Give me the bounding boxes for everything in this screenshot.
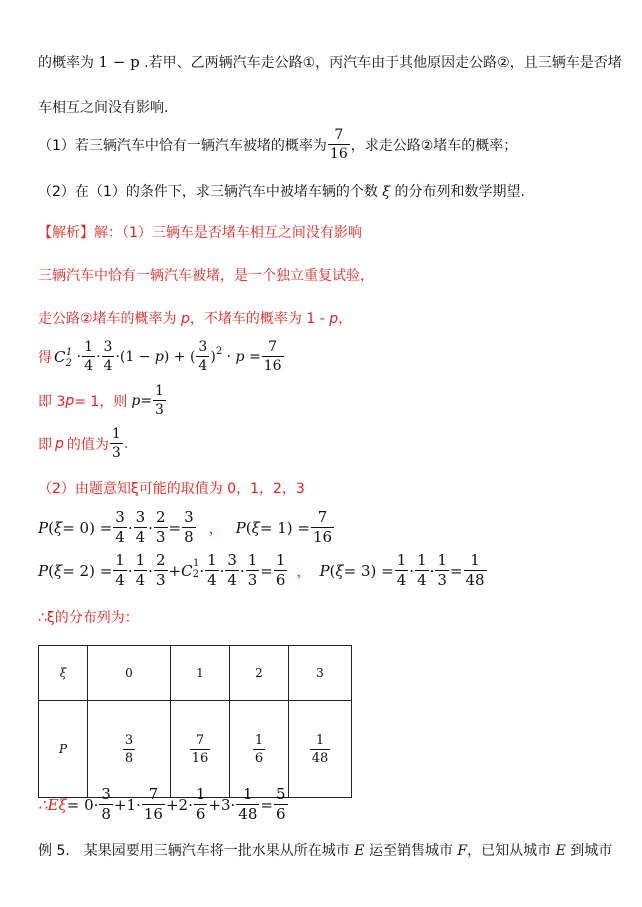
expectation-line: ∴Eξ = 0· $\frac{3}{8}$ +1· $\frac{7}{16}$ +2· $\frac{1}{6}$ +3· $\frac{1}{48}$ = $\frac{5}{6}$	[38, 785, 286, 823]
text-seg: = 1，则	[74, 393, 128, 410]
var-p: p	[329, 311, 339, 327]
text-seg: ，求走公路②堵车的概率；	[350, 137, 518, 154]
city-e: E	[354, 843, 365, 859]
city-f: F	[457, 843, 468, 859]
var-p: p	[65, 392, 75, 409]
table-cell: $\frac{3}{8}$	[88, 701, 171, 798]
solution-heading: 【解析】	[38, 225, 94, 241]
distribution-title	[38, 607, 139, 627]
text-seg: 到城市	[570, 843, 613, 859]
text-seg: ∴Eξ	[38, 795, 67, 814]
table-cell: 2	[230, 646, 289, 701]
formula-1-minus-p: 1 − p	[98, 53, 140, 71]
text-seg: 即 3	[38, 393, 66, 410]
text-seg: 得	[38, 349, 52, 366]
city-e: E	[555, 843, 566, 859]
solution-line-2	[38, 265, 374, 285]
text-seg: ∴ξ的分布列为：	[38, 610, 139, 626]
text-seg: （2）在（1）的条件下，求三辆汽车中被堵车辆的个数	[38, 184, 378, 200]
text-seg: （1）若三辆汽车中恰有一辆汽车被堵的概率为	[38, 137, 327, 154]
table-cell: $\frac{1}{48}$	[289, 701, 352, 798]
table-cell: ξ	[39, 646, 88, 701]
text-seg: .	[123, 435, 129, 452]
question-1	[38, 128, 517, 161]
xi-symbol: ξ	[382, 184, 390, 200]
text-seg: （2）由题意知ξ可能的取值为 0，1，2，3	[38, 481, 305, 497]
text-seg: ，不堵车的概率为 1 -	[189, 311, 330, 327]
solution-line-3	[38, 308, 352, 328]
text-seg: ，已知从城市	[467, 843, 552, 859]
text-seg: 的分布列和数学期望.	[394, 184, 525, 200]
var-p: p	[181, 311, 190, 327]
table-row	[39, 701, 352, 798]
text-seg: 车相互之间没有影响.	[38, 100, 169, 116]
var-p: p	[55, 435, 64, 452]
table-cell: $\frac{1}{6}$	[230, 701, 289, 798]
table-cell: $\frac{7}{16}$	[171, 701, 230, 798]
solution-line-1	[38, 222, 362, 242]
text-seg: 即	[38, 436, 52, 453]
equation-2: 即 3 p = 1，则 p = $\frac{1}{3}$	[38, 383, 164, 418]
table-cell: 0	[88, 646, 171, 701]
table-row	[39, 646, 352, 701]
problem-line-2	[38, 97, 168, 117]
text-seg: 例 5． 某果园要用三辆汽车将一批水果从所在城市	[38, 843, 350, 859]
example-5-line	[38, 840, 612, 860]
question-2	[38, 181, 525, 201]
distribution-table	[38, 645, 352, 798]
text-seg: 运至销售城市	[368, 843, 453, 859]
problem-line-1	[38, 52, 622, 72]
text-seg: 的值为	[66, 436, 109, 453]
text-seg: .若甲、乙两辆汽车走公路①，丙汽车由于其他原因走公路②，且三辆车是否堵	[144, 55, 622, 71]
fraction-7-16: $\frac{7}{16}$	[329, 127, 348, 162]
text-seg: 走公路②堵车的概率为	[38, 311, 177, 327]
equation-1: 得 $C_2^1$ · $\frac{1}{4}$ · $\frac{3}{4}$ ·(1 − p) + ( $\frac{3}{4}$ )$^2$ · p = $\frac{7}{16}$	[38, 339, 282, 374]
prob-line-2: P ( ξ = 2) = $\frac{1}{4}$ · $\frac{1}{4}$ · $\frac{2}{3}$ + C 2 1 · $\frac{1}{4}$ · $\frac{3}{4}$ · $\frac{1}{3}$ = $\frac{1}{6}$ ， P ( ξ = 3) = $\frac{1}{4}$ · $\frac{1}{4}$ · $\frac{1}{3}$ = $\frac{1}{48}$	[38, 551, 485, 589]
table-cell: 3	[289, 646, 352, 701]
text-seg: 解：（1）三辆车是否堵车相互之间没有影响	[94, 225, 362, 241]
prob-line-1: P ( ξ = 0) = $\frac{3}{4}$ · $\frac{3}{4}$ · $\frac{2}{3}$ = $\frac{3}{8}$ ， P ( ξ = 1) = $\frac{7}{16}$	[38, 508, 333, 546]
table-cell: 1	[171, 646, 230, 701]
text-seg: 三辆汽车中恰有一辆汽车被堵，是一个独立重复试验，	[38, 268, 374, 284]
table-cell: P	[39, 701, 88, 798]
text-seg: ，	[338, 311, 353, 327]
solution-part-2	[38, 478, 305, 498]
text-seg: 的概率为	[38, 55, 94, 71]
equation-3: 即 p 的值为 $\frac{1}{3}$ .	[38, 426, 129, 461]
